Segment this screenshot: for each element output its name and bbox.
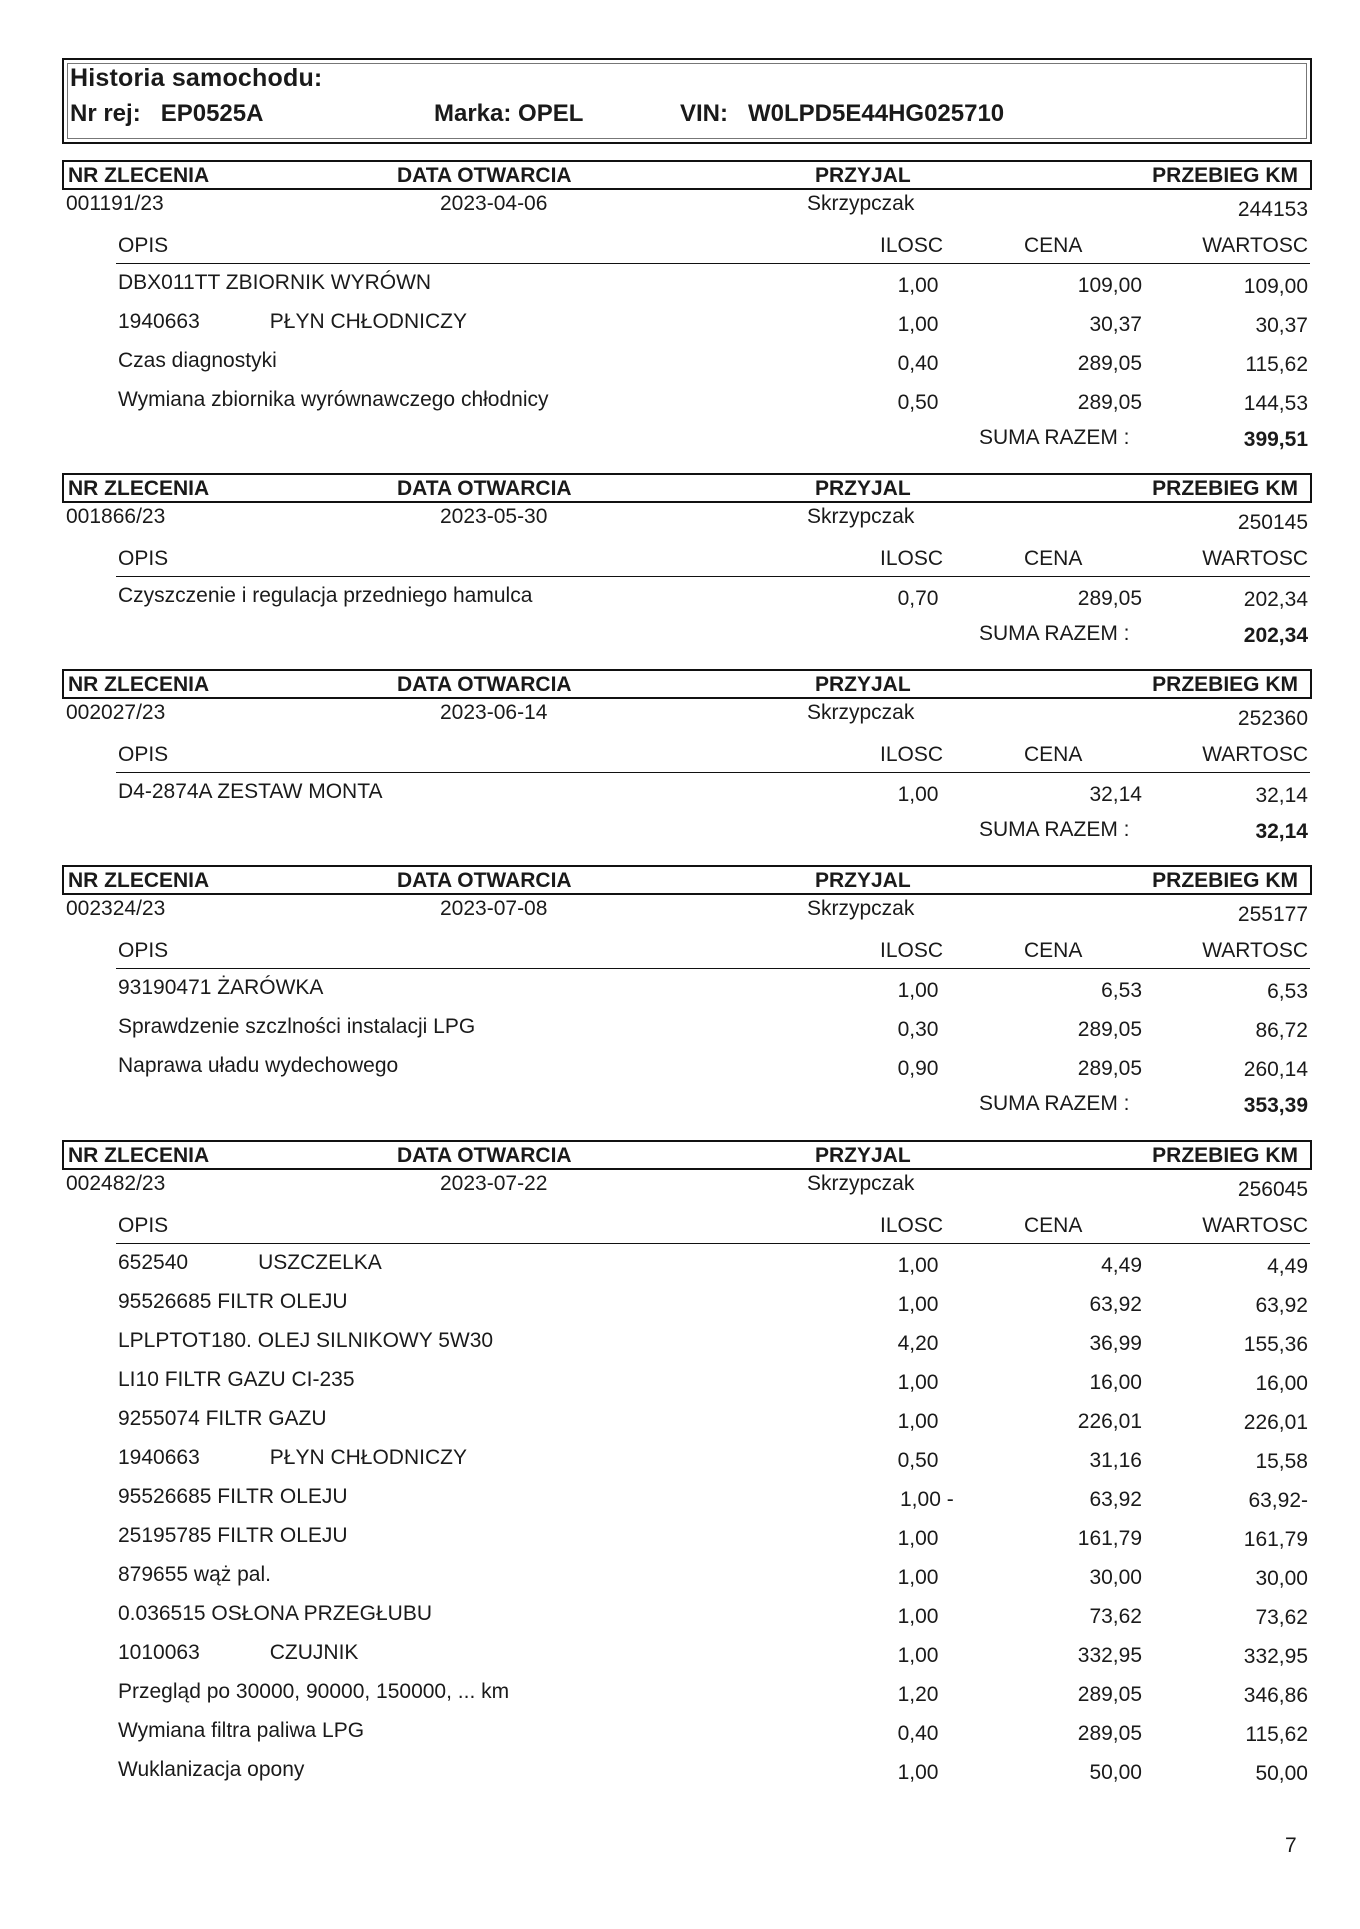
item-quantity: 1,00 xyxy=(897,1605,939,1628)
item-quantity: 1,00 xyxy=(897,1761,939,1784)
open-date-heading: DATA OTWARCIA xyxy=(397,477,572,500)
description-heading: OPIS xyxy=(118,743,169,766)
item-value: 32,14 xyxy=(1255,784,1308,807)
item-description: Naprawa uładu wydechowego xyxy=(118,1054,399,1077)
received-by: Skrzypczak xyxy=(807,505,915,528)
order-total xyxy=(62,1086,1312,1118)
item-description: Czyszczenie i regulacja przedniego hamulca xyxy=(118,584,533,607)
item-price: 30,37 xyxy=(1089,313,1142,336)
item-price: 31,16 xyxy=(1089,1449,1142,1472)
order-section xyxy=(62,865,1312,1118)
order-header xyxy=(62,865,1312,895)
total-label: SUMA RAZEM : xyxy=(979,1092,1130,1115)
item-value: 115,62 xyxy=(1245,353,1308,376)
order-number: 002324/23 xyxy=(66,897,166,920)
order-number: 002482/23 xyxy=(66,1172,166,1195)
item-quantity: 0,30 xyxy=(897,1018,939,1041)
item-price: 6,53 xyxy=(1101,979,1142,1002)
order-total xyxy=(62,812,1312,844)
item-row xyxy=(62,1634,1312,1673)
item-quantity: 1,00 xyxy=(897,1644,939,1667)
item-row xyxy=(62,1673,1312,1712)
registration-value: EP0525A xyxy=(160,100,264,127)
item-description: LI10 FILTR GAZU CI-235 xyxy=(118,1368,355,1391)
received-by-heading: PRZYJAL xyxy=(815,673,911,696)
item-price: 226,01 xyxy=(1077,1410,1142,1433)
description-heading: OPIS xyxy=(118,939,169,962)
item-quantity: 1,00 xyxy=(897,274,939,297)
item-value: 30,37 xyxy=(1255,314,1308,337)
open-date-heading: DATA OTWARCIA xyxy=(397,1144,572,1167)
order-total xyxy=(62,420,1312,452)
open-date-heading: DATA OTWARCIA xyxy=(397,869,572,892)
item-quantity: 1,00 - xyxy=(900,1488,954,1511)
item-value: 63,92 xyxy=(1255,1294,1308,1317)
received-by-heading: PRZYJAL xyxy=(815,1144,911,1167)
received-by: Skrzypczak xyxy=(807,192,915,215)
order-number: 001191/23 xyxy=(66,192,164,215)
value-heading: WARTOSC xyxy=(1202,234,1308,257)
item-row xyxy=(62,381,1312,420)
item-row xyxy=(62,1517,1312,1556)
item-quantity: 1,00 xyxy=(897,1527,939,1550)
order-info-row xyxy=(62,503,1312,537)
item-description: Wymiana zbiornika wyrównawczego chłodnicy xyxy=(118,388,549,411)
item-description: Sprawdzenie szczlności instalacji LPG xyxy=(118,1015,476,1038)
items-column-headers xyxy=(62,1210,1312,1244)
quantity-heading: ILOSC xyxy=(880,234,944,257)
item-quantity: 0,90 xyxy=(897,1057,939,1080)
vin-value: W0LPD5E44HG025710 xyxy=(748,100,1005,127)
item-value: 6,53 xyxy=(1267,980,1308,1003)
total-label: SUMA RAZEM : xyxy=(979,426,1130,449)
vin-field xyxy=(680,100,1004,128)
item-value: 332,95 xyxy=(1243,1645,1308,1668)
item-value: 109,00 xyxy=(1243,275,1308,298)
items-column-headers xyxy=(62,543,1312,577)
item-row xyxy=(62,1008,1312,1047)
quantity-heading: ILOSC xyxy=(880,743,944,766)
order-info-row xyxy=(62,190,1312,224)
price-heading: CENA xyxy=(1024,234,1083,257)
item-price: 16,00 xyxy=(1089,1371,1142,1394)
item-row xyxy=(62,969,1312,1008)
mileage: 244153 xyxy=(1237,198,1308,221)
item-description: 0.036515 OSŁONA PRZEGŁUBU xyxy=(118,1602,432,1625)
order-header xyxy=(62,669,1312,699)
item-price: 73,62 xyxy=(1089,1605,1142,1628)
item-description: 9255074 FILTR GAZU xyxy=(118,1407,327,1430)
price-heading: CENA xyxy=(1024,939,1083,962)
open-date: 2023-07-08 xyxy=(440,897,548,920)
item-description: Wymiana filtra paliwa LPG xyxy=(118,1719,365,1742)
mileage-heading: PRZEBIEG KM xyxy=(1152,1144,1298,1167)
order-number-heading: NR ZLECENIA xyxy=(68,673,210,696)
item-value: 50,00 xyxy=(1255,1762,1308,1785)
item-quantity: 0,40 xyxy=(897,352,939,375)
item-price: 289,05 xyxy=(1077,587,1142,610)
item-quantity: 0,70 xyxy=(897,587,939,610)
item-row xyxy=(62,303,1312,342)
item-description: Przegląd po 30000, 90000, 150000, ... km xyxy=(118,1680,510,1703)
item-value: 155,36 xyxy=(1243,1333,1308,1356)
received-by-heading: PRZYJAL xyxy=(815,869,911,892)
description-heading: OPIS xyxy=(118,547,169,570)
open-date: 2023-07-22 xyxy=(440,1172,548,1195)
mileage: 255177 xyxy=(1237,903,1308,926)
open-date: 2023-06-14 xyxy=(440,701,548,724)
item-value: 15,58 xyxy=(1255,1450,1308,1473)
items-column-headers xyxy=(62,230,1312,264)
item-value: 30,00 xyxy=(1255,1567,1308,1590)
item-row xyxy=(62,1439,1312,1478)
received-by-heading: PRZYJAL xyxy=(815,164,911,187)
item-value: 346,86 xyxy=(1243,1684,1308,1707)
open-date-heading: DATA OTWARCIA xyxy=(397,673,572,696)
mileage-heading: PRZEBIEG KM xyxy=(1152,673,1298,696)
registration-field xyxy=(70,100,263,128)
item-value: 63,92- xyxy=(1248,1489,1308,1512)
registration-label: Nr rej: xyxy=(70,100,141,127)
item-row xyxy=(62,1400,1312,1439)
item-quantity: 1,00 xyxy=(897,1566,939,1589)
item-price: 289,05 xyxy=(1077,391,1142,414)
price-heading: CENA xyxy=(1024,1214,1083,1237)
item-price: 30,00 xyxy=(1089,1566,1142,1589)
items-column-headers xyxy=(62,935,1312,969)
order-info-row xyxy=(62,1170,1312,1204)
item-quantity: 0,50 xyxy=(897,391,939,414)
item-description: LPLPTOT180. OLEJ SILNIKOWY 5W30 xyxy=(118,1329,494,1352)
item-value: 115,62 xyxy=(1245,1723,1308,1746)
item-quantity: 1,00 xyxy=(897,979,939,1002)
item-description: 93190471 ŻARÓWKA xyxy=(118,976,324,999)
total-value: 202,34 xyxy=(1243,624,1308,647)
item-quantity: 1,00 xyxy=(897,783,939,806)
item-price: 50,00 xyxy=(1089,1761,1142,1784)
mileage-heading: PRZEBIEG KM xyxy=(1152,869,1298,892)
open-date-heading: DATA OTWARCIA xyxy=(397,164,572,187)
open-date: 2023-04-06 xyxy=(440,192,548,215)
item-quantity: 1,00 xyxy=(897,313,939,336)
item-price: 36,99 xyxy=(1089,1332,1142,1355)
item-description: Czas diagnostyki xyxy=(118,349,277,372)
vin-label: VIN: xyxy=(680,100,728,127)
item-quantity: 1,00 xyxy=(897,1410,939,1433)
item-description: 95526685 FILTR OLEJU xyxy=(118,1290,348,1313)
item-row xyxy=(62,1556,1312,1595)
open-date: 2023-05-30 xyxy=(440,505,548,528)
item-quantity: 0,40 xyxy=(897,1722,939,1745)
item-row xyxy=(62,342,1312,381)
item-price: 109,00 xyxy=(1077,274,1142,297)
quantity-heading: ILOSC xyxy=(880,547,944,570)
order-number: 001866/23 xyxy=(66,505,166,528)
item-row xyxy=(62,264,1312,303)
item-row xyxy=(62,577,1312,616)
item-description: D4-2874A ZESTAW MONTA xyxy=(118,780,383,803)
make-label: Marka: xyxy=(434,100,512,127)
order-total xyxy=(62,616,1312,648)
item-description: 1940663 PŁYN CHŁODNICZY xyxy=(118,310,467,333)
order-number: 002027/23 xyxy=(66,701,166,724)
item-row xyxy=(62,1361,1312,1400)
item-value: 144,53 xyxy=(1243,392,1308,415)
items-table xyxy=(62,264,1312,420)
quantity-heading: ILOSC xyxy=(880,939,944,962)
item-price: 289,05 xyxy=(1077,1057,1142,1080)
item-value: 202,34 xyxy=(1243,588,1308,611)
description-heading: OPIS xyxy=(118,1214,169,1237)
order-info-row xyxy=(62,699,1312,733)
item-description: 652540 USZCZELKA xyxy=(118,1251,382,1274)
item-price: 289,05 xyxy=(1077,1683,1142,1706)
received-by: Skrzypczak xyxy=(807,897,915,920)
item-price: 4,49 xyxy=(1101,1254,1142,1277)
item-price: 63,92 xyxy=(1089,1293,1142,1316)
value-heading: WARTOSC xyxy=(1202,1214,1308,1237)
item-price: 289,05 xyxy=(1077,1018,1142,1041)
order-number-heading: NR ZLECENIA xyxy=(68,477,210,500)
order-number-heading: NR ZLECENIA xyxy=(68,164,210,187)
total-value: 399,51 xyxy=(1243,428,1308,451)
order-header xyxy=(62,1140,1312,1170)
item-description: 95526685 FILTR OLEJU xyxy=(118,1485,348,1508)
item-row xyxy=(62,1712,1312,1751)
items-column-headers xyxy=(62,739,1312,773)
vehicle-history-header xyxy=(62,58,1312,144)
item-description: DBX011TT ZBIORNIK WYRÓWN xyxy=(118,271,432,294)
order-section xyxy=(62,473,1312,648)
item-description: 25195785 FILTR OLEJU xyxy=(118,1524,348,1547)
items-table xyxy=(62,577,1312,616)
received-by-heading: PRZYJAL xyxy=(815,477,911,500)
quantity-heading: ILOSC xyxy=(880,1214,944,1237)
order-number-heading: NR ZLECENIA xyxy=(68,1144,210,1167)
item-description: 1940663 PŁYN CHŁODNICZY xyxy=(118,1446,467,1469)
item-row xyxy=(62,1478,1312,1517)
page-number: 7 xyxy=(1285,1834,1297,1857)
item-value: 161,79 xyxy=(1243,1528,1308,1551)
value-heading: WARTOSC xyxy=(1202,547,1308,570)
value-heading: WARTOSC xyxy=(1202,939,1308,962)
total-label: SUMA RAZEM : xyxy=(979,818,1130,841)
mileage: 250145 xyxy=(1237,511,1308,534)
total-value: 32,14 xyxy=(1255,820,1308,843)
history-title: Historia samochodu: xyxy=(70,64,323,92)
item-quantity: 1,00 xyxy=(897,1254,939,1277)
mileage: 252360 xyxy=(1237,707,1308,730)
item-description: 879655 wąż pal. xyxy=(118,1563,271,1586)
item-row xyxy=(62,1595,1312,1634)
order-section xyxy=(62,1140,1312,1790)
item-quantity: 4,20 xyxy=(897,1332,939,1355)
mileage-heading: PRZEBIEG KM xyxy=(1152,164,1298,187)
item-value: 73,62 xyxy=(1255,1606,1308,1629)
order-number-heading: NR ZLECENIA xyxy=(68,869,210,892)
item-value: 16,00 xyxy=(1255,1372,1308,1395)
price-heading: CENA xyxy=(1024,743,1083,766)
item-description: 1010063 CZUJNIK xyxy=(118,1641,359,1664)
items-table xyxy=(62,969,1312,1086)
item-value: 86,72 xyxy=(1255,1019,1308,1042)
item-row xyxy=(62,773,1312,812)
mileage: 256045 xyxy=(1237,1178,1308,1201)
item-price: 289,05 xyxy=(1077,352,1142,375)
item-description: Wuklanizacja opony xyxy=(118,1758,305,1781)
order-section xyxy=(62,669,1312,844)
item-row xyxy=(62,1244,1312,1283)
item-quantity: 1,00 xyxy=(897,1371,939,1394)
item-value: 226,01 xyxy=(1243,1411,1308,1434)
item-price: 161,79 xyxy=(1077,1527,1142,1550)
items-table xyxy=(62,773,1312,812)
make-value: OPEL xyxy=(518,100,584,127)
order-info-row xyxy=(62,895,1312,929)
price-heading: CENA xyxy=(1024,547,1083,570)
item-price: 289,05 xyxy=(1077,1722,1142,1745)
received-by: Skrzypczak xyxy=(807,1172,915,1195)
value-heading: WARTOSC xyxy=(1202,743,1308,766)
order-header xyxy=(62,473,1312,503)
received-by: Skrzypczak xyxy=(807,701,915,724)
make-field xyxy=(434,100,583,128)
description-heading: OPIS xyxy=(118,234,169,257)
item-row xyxy=(62,1322,1312,1361)
item-row xyxy=(62,1047,1312,1086)
item-value: 4,49 xyxy=(1267,1255,1308,1278)
item-quantity: 1,20 xyxy=(897,1683,939,1706)
total-value: 353,39 xyxy=(1243,1094,1308,1117)
order-section xyxy=(62,160,1312,452)
item-row xyxy=(62,1283,1312,1322)
item-quantity: 1,00 xyxy=(897,1293,939,1316)
item-price: 32,14 xyxy=(1089,783,1142,806)
items-table xyxy=(62,1244,1312,1790)
total-label: SUMA RAZEM : xyxy=(979,622,1130,645)
mileage-heading: PRZEBIEG KM xyxy=(1152,477,1298,500)
item-value: 260,14 xyxy=(1243,1058,1308,1081)
item-price: 332,95 xyxy=(1077,1644,1142,1667)
order-header xyxy=(62,160,1312,190)
item-price: 63,92 xyxy=(1089,1488,1142,1511)
item-row xyxy=(62,1751,1312,1790)
item-quantity: 0,50 xyxy=(897,1449,939,1472)
